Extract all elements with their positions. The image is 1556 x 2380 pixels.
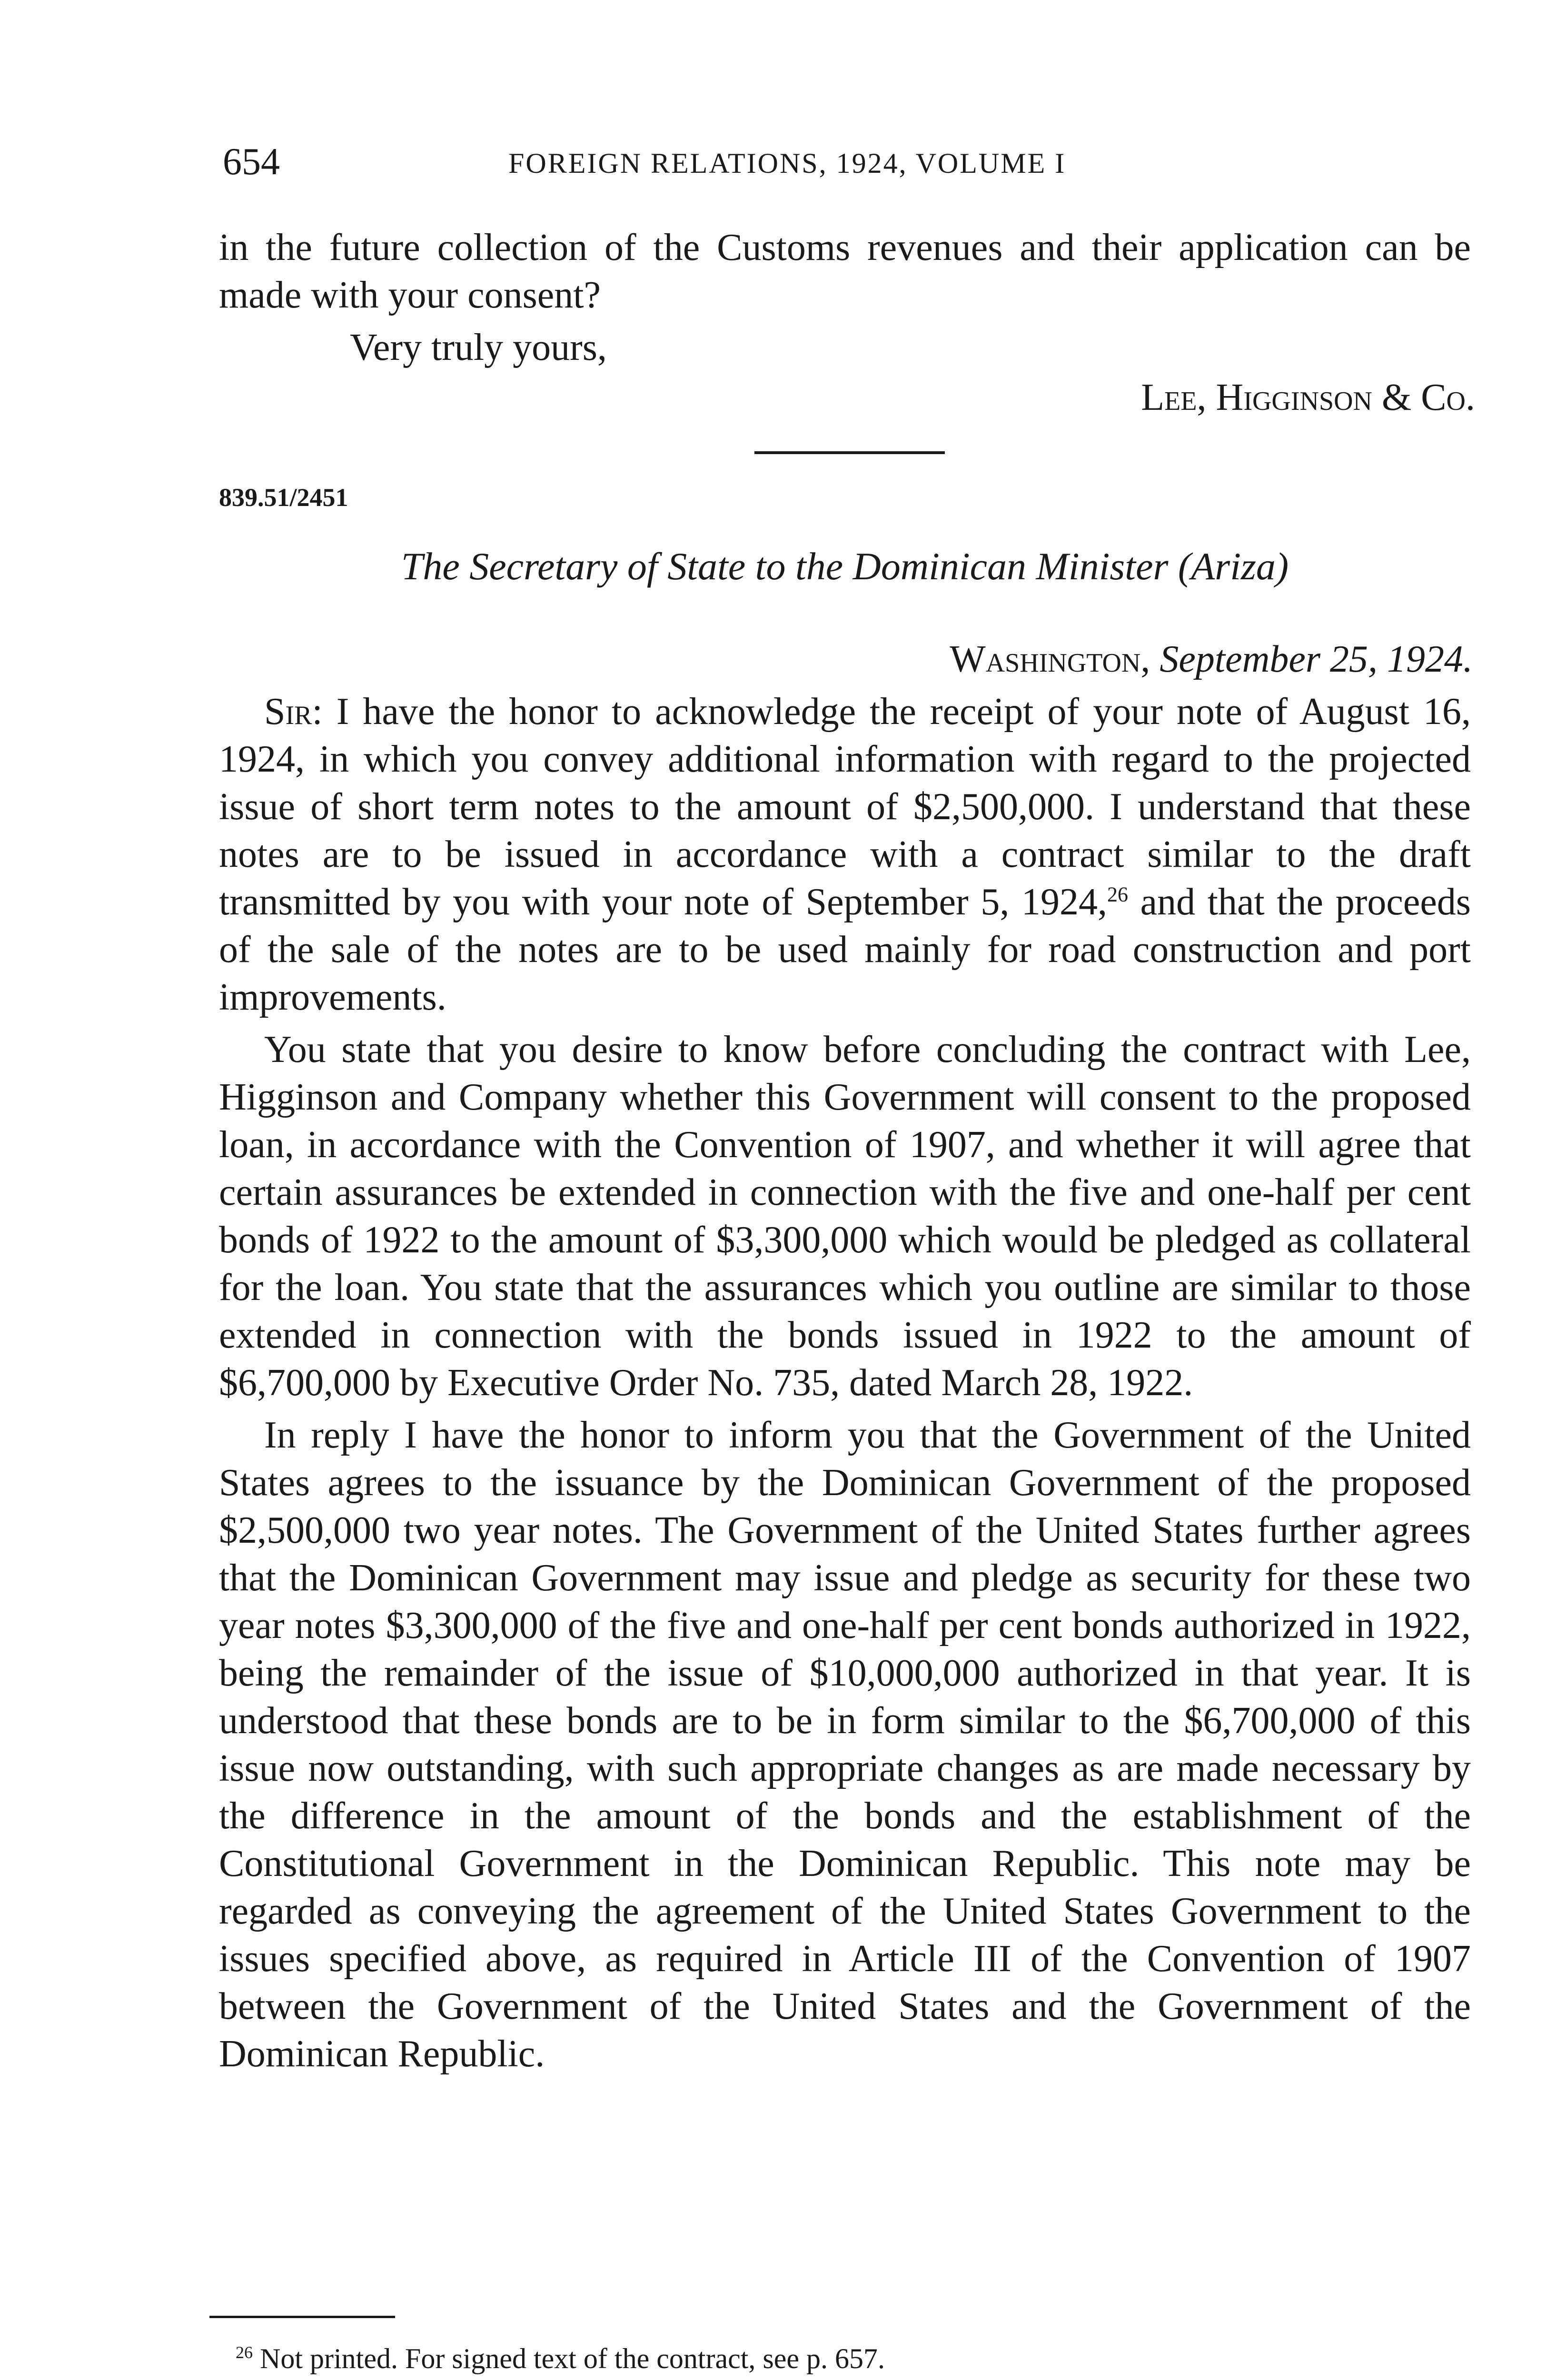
page-header: [223, 136, 1475, 188]
running-head: FOREIGN RELATIONS, 1924, VOLUME I: [508, 148, 1066, 179]
footnote: [236, 2337, 885, 2380]
footnote-number: 26: [236, 2343, 253, 2362]
previous-letter-end: [219, 224, 1471, 319]
letter-closing: Very truly yours,: [350, 327, 607, 368]
footnote-text: Not printed. For signed text of the contract, see p. 657.: [260, 2343, 885, 2374]
paragraph-1-part-a: I have the honor to acknowledge the receipt of your note of August 16, 1924, in which you convey additional information with regard to the projected issue of short term notes to the amount of $2,500,000. I understand that these notes are to be issued in accordance with a contract similar to the draft transmitted by you with your note of September 5, 1924,: [219, 691, 1471, 923]
dateline-place: Washington,: [950, 638, 1150, 680]
paragraph-1-part-b: and that the proceeds of the sale of the notes are to be used mainly for road construction and port improvements.: [219, 881, 1471, 1018]
paragraph-1: [219, 688, 1471, 1021]
footnote-rule: [209, 2316, 395, 2318]
letter-body: [219, 688, 1471, 2078]
letter-signature: Lee, Higginson & Co.: [1141, 377, 1475, 418]
dateline-date: September 25, 1924.: [1160, 638, 1473, 680]
footnote-reference: 26: [1107, 883, 1128, 906]
paragraph-3: In reply I have the honor to inform you that the Government of the United States agrees to the issuance by the Dominican Government of the proposed $2,500,000 two year notes. The Government of the United States further agrees that the Dominican Government may issue and pledge as security for these two year notes $3,300,000 of the five and one-half per cent bonds authorized in 1922, being the remainder of the issue of $10,000,000 authorized in that year. It is understood that these bonds are to be in form similar to the $6,700,000 of this issue now outstanding, with such appropriate changes as are made necessary by the difference in the amount of the bonds and the establishment of the Constitutional Government in the Dominican Republic. This note may be regarded as conveying the agreement of the United States Government to the issues specified above, as required in Article III of the Convention of 1907 between the Government of the United States and the Government of the Dominican Republic.: [219, 1414, 1471, 2075]
salutation: Sir:: [264, 691, 323, 733]
previous-letter-text: in the future collection of the Customs revenues and their application can be made with your consent?: [219, 227, 1471, 316]
section-divider: [754, 451, 945, 454]
paragraph-2: You state that you desire to know before concluding the contract with Lee, Higginson and Company whether this Government will consent to the proposed loan, in accordance with the Convention of 1907, and whether it will agree that certain assurances be extended in connection with the five and one-half per cent bonds of 1922 to the amount of $3,300,000 which would be pledged as collateral for the loan. You state that the assurances which you outline are similar to those extended in connection with the bonds issued in 1922 to the amount of $6,700,000 by Executive Order No. 735, dated March 28, 1922.: [219, 1029, 1471, 1404]
document-title: The Secretary of State to the Dominican Minister (Ariza): [401, 545, 1289, 588]
file-number: 839.51/2451: [219, 483, 348, 512]
dateline: [950, 635, 1473, 683]
page-number: 654: [223, 141, 280, 183]
